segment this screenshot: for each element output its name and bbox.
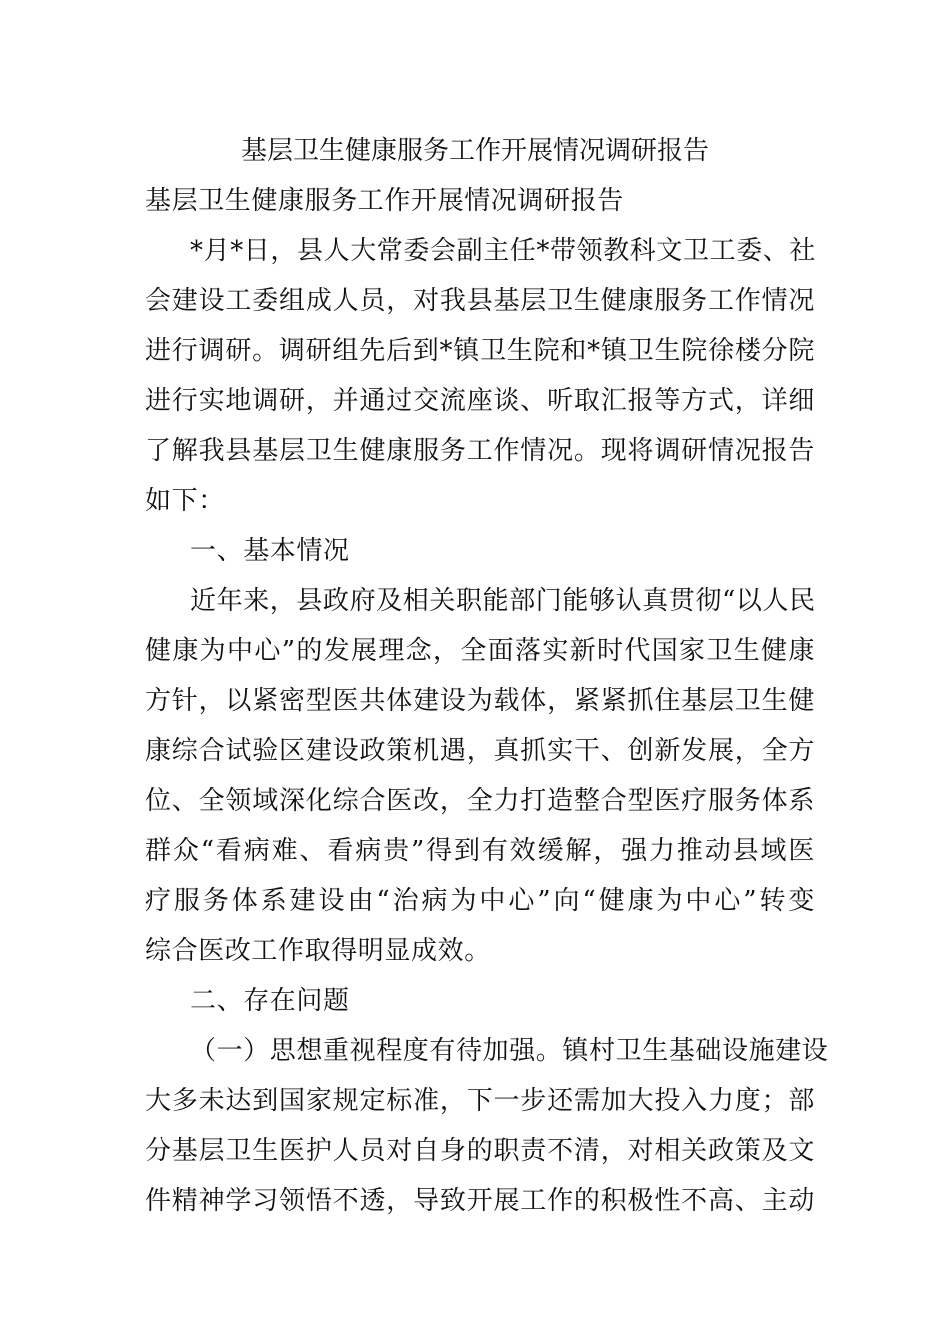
intro-line-1: *月*日，县人大常委会副主任*带领教科文卫工委、社 — [190, 236, 817, 266]
document-title: 基层卫生健康服务工作开展情况调研报告 — [240, 136, 709, 166]
intro-line-5: 了解我县基层卫生健康服务工作情况。现将调研情况报告 — [145, 436, 815, 466]
section1-line-6: 群众“看病难、看病贵”得到有效缓解，强力推动县域医 — [145, 836, 815, 866]
intro-line-3: 进行调研。调研组先后到*镇卫生院和*镇卫生院徐楼分院 — [145, 336, 815, 366]
section1-line-3: 方针，以紧密型医共体建设为载体，紧紧抓住基层卫生健 — [145, 686, 815, 716]
section2-line-1: （一）思想重视程度有待加强。镇村卫生基础设施建设 — [190, 1036, 829, 1066]
section1-line-2: 健康为中心”的发展理念，全面落实新时代国家卫生健康 — [145, 636, 815, 666]
section1-line-7: 疗服务体系建设由“治病为中心”向“健康为中心”转变 — [145, 886, 815, 916]
intro-line-4: 进行实地调研，并通过交流座谈、听取汇报等方式，详细 — [145, 386, 815, 416]
document-subtitle: 基层卫生健康服务工作开展情况调研报告 — [145, 186, 624, 216]
section2-line-3: 分基层卫生医护人员对自身的职责不清，对相关政策及文 — [145, 1136, 815, 1166]
section1-line-1: 近年来，县政府及相关职能部门能够认真贯彻“以人民 — [190, 586, 816, 616]
section2-line-4: 件精神学习领悟不透，导致开展工作的积极性不高、主动 — [145, 1186, 815, 1216]
section1-line-5: 位、全领域深化综合医改，全力打造整合型医疗服务体系 — [145, 786, 815, 816]
section1-line-4: 康综合试验区建设政策机遇，真抓实干、创新发展，全方 — [145, 736, 815, 766]
section2-line-2: 大多未达到国家规定标准，下一步还需加大投入力度；部 — [145, 1086, 815, 1116]
intro-line-6: 如下： — [145, 486, 225, 516]
section-heading-basic: 一、基本情况 — [190, 536, 350, 566]
section1-line-8: 综合医改工作取得明显成效。 — [145, 936, 491, 966]
section-heading-problems: 二、存在问题 — [190, 986, 350, 1016]
intro-line-2: 会建设工委组成人员，对我县基层卫生健康服务工作情况 — [145, 286, 815, 316]
